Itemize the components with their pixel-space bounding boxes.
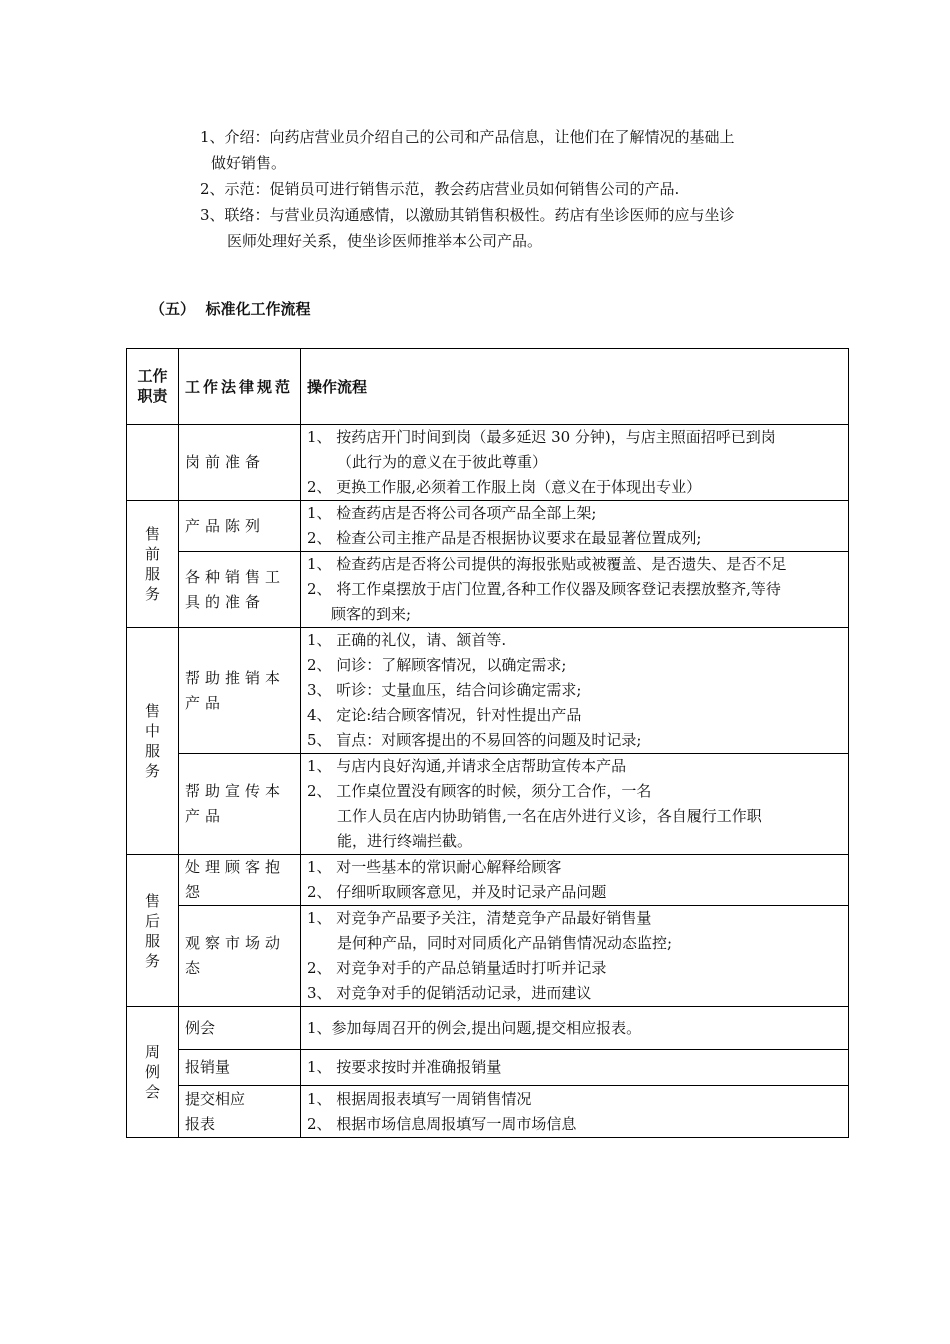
step-line: 2、 将工作桌摆放于店门位置,各种工作仪器及顾客登记表摆放整齐,等待 — [307, 580, 781, 598]
step-line: 能，进行终端拦截。 — [337, 832, 473, 850]
duty-cell-aftersale: 售后服务 — [127, 855, 179, 1007]
step-line: 1、 对一些基本的常识耐心解释给顾客 — [307, 858, 562, 876]
step-line: 工作人员在店内协助销售,一名在店外进行义诊，各自履行工作职 — [337, 807, 762, 825]
step-line: 2、 对竞争对手的产品总销量适时打听并记录 — [307, 959, 607, 977]
norm-cell: 产品陈列 — [179, 501, 301, 552]
norm-cell: 岗前准备 — [179, 425, 301, 501]
header-flow: 操作流程 — [301, 349, 849, 425]
step-line: 顾客的到来; — [331, 605, 412, 623]
table-row — [127, 906, 849, 1007]
steps-cell — [301, 754, 849, 855]
steps-cell — [301, 501, 849, 552]
step-line: 2、 检查公司主推产品是否根据协议要求在最显著位置成列; — [307, 529, 702, 547]
table-row — [127, 425, 849, 501]
norm-cell: 提交相应报表 — [179, 1086, 301, 1138]
header-norm: 工作法律规范 — [179, 349, 301, 425]
step-line: 3、 听诊：丈量血压，结合问诊确定需求; — [307, 681, 582, 699]
table-header-row — [127, 349, 849, 425]
duty-cell-insale: 售中服务 — [127, 628, 179, 855]
norm-cell: 帮助宣传本产品 — [179, 754, 301, 855]
step-line: 2、 仔细听取顾客意见，并及时记录产品问题 — [307, 883, 607, 901]
table-row — [127, 754, 849, 855]
intro-item-2: 2、示范：促销员可进行销售示范，教会药店营业员如何销售公司的产品. — [200, 180, 680, 198]
steps-cell — [301, 906, 849, 1007]
step-line: 2、 更换工作服,必须着工作服上岗（意义在于体现出专业） — [307, 478, 702, 496]
step-line: 3、 对竞争对手的促销活动记录，进而建议 — [307, 984, 592, 1002]
step-line: 1、 检查药店是否将公司提供的海报张贴或被覆盖、是否遗失、是否不足 — [307, 555, 787, 573]
table-row — [127, 1050, 849, 1086]
step-line: 1、 按药店开门时间到岗（最多延迟 30 分钟)，与店主照面招呼已到岗 — [307, 428, 776, 446]
step-line: 1、 按要求按时并准确报销量 — [307, 1058, 502, 1076]
steps-cell — [301, 628, 849, 754]
norm-cell: 观察市场动态 — [179, 906, 301, 1007]
table-row — [127, 628, 849, 754]
step-line: 1、 与店内良好沟通,并请求全店帮助宣传本产品 — [307, 757, 627, 775]
steps-cell — [301, 425, 849, 501]
table-row — [127, 855, 849, 906]
duty-cell-empty — [127, 425, 179, 501]
steps-cell — [301, 855, 849, 906]
duty-cell-weekly: 周例会 — [127, 1007, 179, 1138]
table-row — [127, 1007, 849, 1050]
step-line: 是何种产品，同时对同质化产品销售情况动态监控; — [337, 934, 673, 952]
table-row — [127, 552, 849, 628]
workflow-table — [126, 348, 849, 1138]
norm-cell: 处理顾客抱怨 — [179, 855, 301, 906]
step-line: 2、 根据市场信息周报填写一周市场信息 — [307, 1114, 577, 1133]
intro-item-1-cont: 做好销售。 — [211, 154, 287, 172]
intro-item-1: 1、介绍：向药店营业员介绍自己的公司和产品信息，让他们在了解情况的基础上 — [200, 128, 735, 146]
steps-cell — [301, 1086, 849, 1138]
step-line: 1、 对竞争产品要予关注，清楚竞争产品最好销售量 — [307, 909, 652, 927]
step-line: 1、 检查药店是否将公司各项产品全部上架; — [307, 504, 597, 522]
table-row — [127, 1086, 849, 1138]
section-title: （五） 标准化工作流程 — [150, 300, 311, 318]
step-line: 1、 正确的礼仪，请、颔首等. — [307, 631, 507, 649]
intro-list — [200, 124, 840, 254]
steps-cell — [301, 1007, 849, 1050]
intro-item-3: 3、联络：与营业员沟通感情，以激励其销售积极性。药店有坐诊医师的应与坐诊 — [200, 206, 735, 224]
header-duty: 工作职责 — [127, 349, 179, 425]
step-line: 5、 盲点：对顾客提出的不易回答的问题及时记录; — [307, 731, 642, 749]
norm-cell: 各种销售工具的准备 — [179, 552, 301, 628]
step-line: 1、参加每周召开的例会,提出问题,提交相应报表。 — [307, 1018, 642, 1037]
steps-cell — [301, 552, 849, 628]
norm-cell: 帮助推销本产品 — [179, 628, 301, 754]
step-line: 4、 定论:结合顾客情况，针对性提出产品 — [307, 706, 582, 724]
steps-cell — [301, 1050, 849, 1086]
table-row — [127, 501, 849, 552]
step-line: 2、 工作桌位置没有顾客的时候，须分工合作，一名 — [307, 782, 652, 800]
duty-cell-presale: 售前服务 — [127, 501, 179, 628]
norm-cell: 报销量 — [179, 1050, 301, 1086]
norm-cell: 例会 — [179, 1007, 301, 1050]
intro-item-3-cont: 医师处理好关系，使坐诊医师推举本公司产品。 — [227, 232, 543, 250]
step-line: 2、 问诊：了解顾客情况，以确定需求; — [307, 656, 567, 674]
step-line: 1、 根据周报表填写一周销售情况 — [307, 1089, 532, 1108]
step-line: （此行为的意义在于彼此尊重） — [337, 453, 548, 471]
